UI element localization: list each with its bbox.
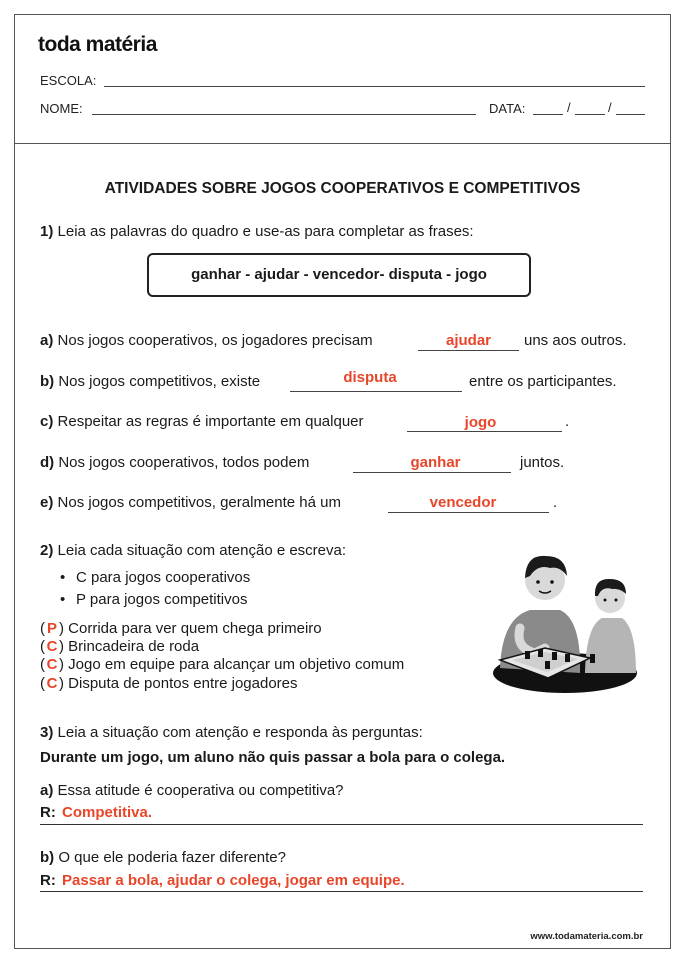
item-letter: d) bbox=[40, 454, 55, 471]
answer-b: disputa bbox=[343, 369, 397, 386]
data-label: DATA: bbox=[489, 101, 526, 116]
q3-answer-a: Competitiva. bbox=[62, 804, 153, 821]
answer-line-q3a[interactable] bbox=[40, 824, 643, 825]
answer-line-q3b[interactable] bbox=[40, 891, 643, 892]
q3-situation: Durante um jogo, um aluno não quis passar a bola para o colega. bbox=[40, 749, 506, 766]
item-after-text: entre os participantes. bbox=[469, 373, 617, 390]
date-month-line[interactable] bbox=[575, 114, 605, 115]
situation-text: Jogo em equipe para alcançar um objetivo comum bbox=[68, 656, 405, 673]
q1-prompt bbox=[40, 223, 474, 240]
question-letter: a) bbox=[40, 782, 54, 799]
q2-number: 2) bbox=[40, 542, 54, 559]
situation-answer: C bbox=[46, 638, 58, 655]
answer-line-c[interactable] bbox=[407, 431, 562, 432]
footer-url[interactable]: www.todamateria.com.br bbox=[530, 931, 643, 942]
situation-answer: P bbox=[46, 620, 57, 637]
answer-line-e[interactable] bbox=[388, 512, 549, 513]
item-after-text: . bbox=[553, 494, 558, 511]
question-text: Essa atitude é cooperativa ou competitiva? bbox=[57, 782, 344, 799]
header-separator bbox=[14, 143, 671, 144]
item-after-text: . bbox=[565, 413, 570, 430]
q1-item-e bbox=[40, 494, 341, 511]
situation-row: ( C ) Disputa de pontos entre jogadores bbox=[40, 675, 298, 692]
legend-item: • P para jogos competitivos bbox=[58, 591, 250, 613]
item-letter: e) bbox=[40, 494, 54, 511]
q3-question-b bbox=[40, 849, 286, 866]
item-after-text: juntos. bbox=[520, 454, 565, 471]
date-day-line[interactable] bbox=[533, 114, 563, 115]
situation-row: ( C ) Jogo em equipe para alcançar um objetivo comum bbox=[40, 656, 405, 673]
date-slash-1: / bbox=[567, 100, 571, 115]
answer-line-d[interactable] bbox=[353, 472, 511, 473]
nome-label: NOME: bbox=[40, 101, 83, 116]
item-letter: b) bbox=[40, 373, 55, 390]
page-title: ATIVIDADES SOBRE JOGOS COOPERATIVOS E COMPETITIVOS bbox=[104, 180, 581, 197]
date-year-line[interactable] bbox=[616, 114, 645, 115]
nome-line[interactable] bbox=[92, 114, 476, 115]
q1-item-a bbox=[40, 332, 373, 349]
answer-line-a[interactable] bbox=[418, 350, 519, 351]
escola-label: ESCOLA: bbox=[40, 73, 97, 88]
q3-prompt bbox=[40, 724, 423, 741]
answer-c: jogo bbox=[464, 414, 497, 431]
q3-answer-b: Passar a bola, ajudar o colega, jogar em equipe. bbox=[62, 872, 405, 889]
q2-legend bbox=[58, 569, 250, 613]
logo: toda matéria bbox=[38, 33, 157, 56]
item-before-text: Nos jogos cooperativos, todos podem bbox=[58, 454, 310, 471]
situation-row: ( C ) Brincadeira de roda bbox=[40, 638, 200, 655]
q2-prompt bbox=[40, 542, 346, 559]
item-after-text: uns aos outros. bbox=[524, 332, 627, 349]
q1-item-d bbox=[40, 454, 309, 471]
q3-prompt-text: Leia a situação com atenção e responda às perguntas: bbox=[57, 724, 423, 741]
answer-line-b[interactable] bbox=[290, 391, 462, 392]
q3-number: 3) bbox=[40, 724, 54, 741]
date-slash-2: / bbox=[608, 100, 612, 115]
item-before-text: Respeitar as regras é importante em qualquer bbox=[57, 413, 364, 430]
q1-number: 1) bbox=[40, 223, 54, 240]
q3-question-a bbox=[40, 782, 344, 799]
q1-prompt-text: Leia as palavras do quadro e use-as para completar as frases: bbox=[57, 223, 474, 240]
question-text: O que ele poderia fazer diferente? bbox=[58, 849, 286, 866]
situation-text: Brincadeira de roda bbox=[68, 638, 200, 655]
legend-item: • C para jogos cooperativos bbox=[58, 569, 250, 591]
answer-e: vencedor bbox=[429, 494, 497, 511]
q2-prompt-text: Leia cada situação com atenção e escreva: bbox=[57, 542, 347, 559]
situation-answer: C bbox=[46, 675, 58, 692]
q1-item-b bbox=[40, 373, 260, 390]
situation-text: Corrida para ver quem chega primeiro bbox=[68, 620, 322, 637]
situation-text: Disputa de pontos entre jogadores bbox=[68, 675, 298, 692]
item-before-text: Nos jogos competitivos, existe bbox=[58, 373, 261, 390]
item-before-text: Nos jogos competitivos, geralmente há um bbox=[57, 494, 341, 511]
r-label: R: bbox=[40, 804, 56, 821]
kids-board-game-illustration bbox=[490, 548, 640, 696]
item-letter: a) bbox=[40, 332, 54, 349]
r-label: R: bbox=[40, 872, 56, 889]
item-letter: c) bbox=[40, 413, 54, 430]
answer-d: ganhar bbox=[410, 454, 461, 471]
situation-row: ( P ) Corrida para ver quem chega primeiro bbox=[40, 620, 322, 637]
answer-a: ajudar bbox=[445, 332, 491, 349]
escola-line[interactable] bbox=[104, 86, 645, 87]
item-before-text: Nos jogos cooperativos, os jogadores precisam bbox=[57, 332, 373, 349]
situation-answer: C bbox=[46, 656, 58, 673]
word-box: ganhar - ajudar - vencedor- disputa - jogo bbox=[147, 253, 531, 297]
question-letter: b) bbox=[40, 849, 55, 866]
q1-item-c bbox=[40, 413, 364, 430]
